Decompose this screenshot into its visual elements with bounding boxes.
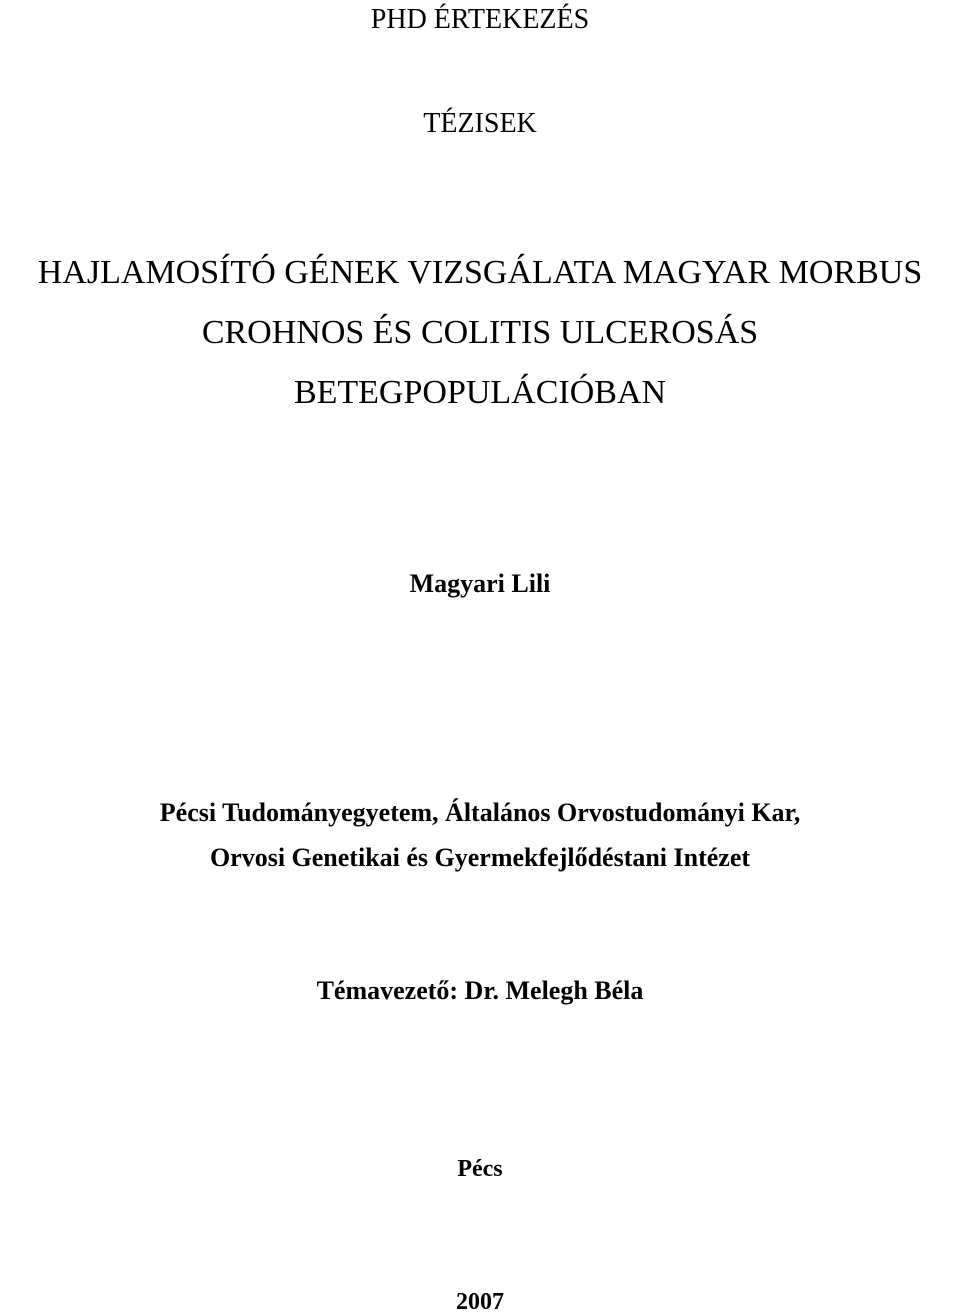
supervisor: Témavezető: Dr. Melegh Béla <box>316 976 644 1005</box>
city: Pécs <box>457 1156 503 1182</box>
document-subheading: TÉZISEK <box>423 108 537 139</box>
document-heading: PHD ÉRTEKEZÉS <box>370 4 590 35</box>
title-line-2: CROHNOS ÉS COLITIS ULCEROSÁS <box>201 314 759 351</box>
author-name: Magyari Lili <box>409 569 551 598</box>
title-line-3: BETEGPOPULÁCIÓBAN <box>293 374 667 411</box>
title-line-1: HAJLAMOSÍTÓ GÉNEK VIZSGÁLATA MAGYAR MORBUS <box>37 254 923 291</box>
institution-line-2: Orvosi Genetikai és Gyermekfejlődéstani Intézet <box>209 843 751 872</box>
institution-line-1: Pécsi Tudományegyetem, Általános Orvostudományi Kar, <box>159 798 801 827</box>
year: 2007 <box>456 1289 504 1315</box>
